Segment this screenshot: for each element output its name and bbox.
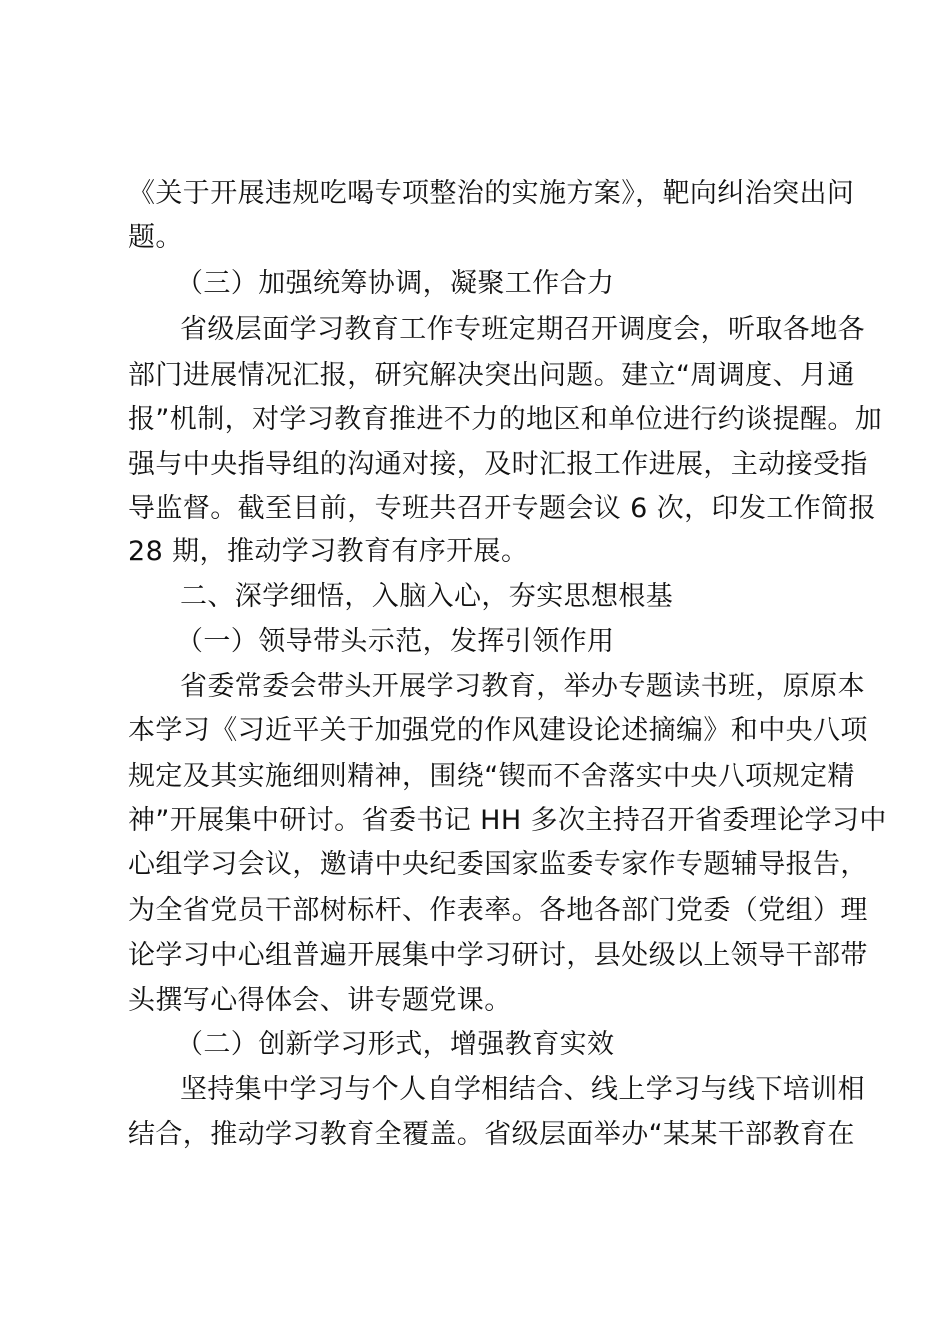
paragraph-line: 规定及其实施细则精神，围绕“锲而不舍落实中央八项规定精 [128, 761, 855, 792]
section-heading-3: （三）加强统筹协调，凝聚工作合力 [176, 268, 615, 299]
paragraph-line: 导监督。截至目前，专班共召开专题会议 6 次，印发工作简报 [128, 493, 876, 524]
section-heading-2: （二）创新学习形式，增强教育实效 [176, 1029, 615, 1060]
paragraph-line: 心组学习会议，邀请中央纪委国家监委专家作专题辅导报告， [128, 849, 868, 880]
body-text-line: 《关于开展违规吃喝专项整治的实施方案》，靶向纠治突出问 [128, 178, 855, 209]
paragraph-line: 本学习《习近平关于加强党的作风建设论述摘编》和中央八项 [128, 715, 868, 746]
paragraph-line: 省级层面学习教育工作专班定期召开调度会，听取各地各 [180, 314, 865, 345]
section-heading-1: （一）领导带头示范，发挥引领作用 [176, 626, 615, 657]
body-text-line: 题。 [128, 222, 183, 253]
paragraph-line: 神”开展集中研讨。省委书记 HH 多次主持召开省委理论学习中 [128, 805, 887, 836]
chapter-heading-2: 二、深学细悟，入脑入心，夯实思想根基 [180, 581, 674, 612]
paragraph-line: 论学习中心组普遍开展集中学习研讨，县处级以上领导干部带 [128, 940, 868, 971]
paragraph-line: 强与中央指导组的沟通对接，及时汇报工作进展，主动接受指 [128, 449, 868, 480]
paragraph-line: 结合，推动学习教育全覆盖。省级层面举办“某某干部教育在 [128, 1119, 855, 1150]
paragraph-line: 坚持集中学习与个人自学相结合、线上学习与线下培训相 [180, 1074, 865, 1105]
paragraph-line: 头撰写心得体会、讲专题党课。 [128, 985, 512, 1016]
paragraph-line: 部门进展情况汇报，研究解决突出问题。建立“周调度、月通 [128, 360, 855, 391]
paragraph-line: 省委常委会带头开展学习教育，举办专题读书班，原原本 [180, 671, 865, 702]
paragraph-line: 为全省党员干部树标杆、作表率。各地各部门党委（党组）理 [128, 895, 868, 926]
paragraph-line: 28 期，推动学习教育有序开展。 [128, 536, 529, 567]
paragraph-line: 报”机制，对学习教育推进不力的地区和单位进行约谈提醒。加 [128, 404, 883, 435]
